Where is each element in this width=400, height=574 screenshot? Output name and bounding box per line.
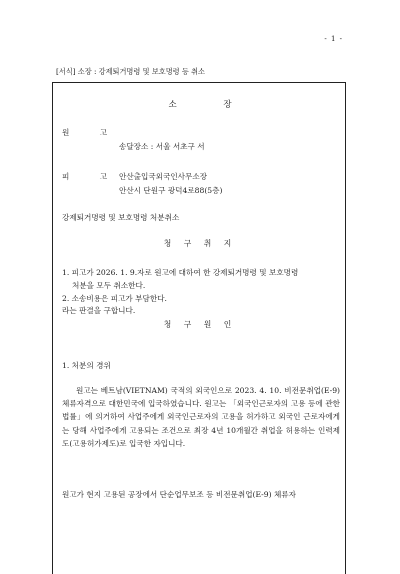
- defendant-name: 안산출입국외국인사무소장: [119, 172, 208, 181]
- claim-continuation: 처분을 모두 취소한다.: [72, 281, 146, 291]
- paragraph-text: 원고가 현지 고용된 공장에서 단순업무보조 등 비전문취업(E-9) 체류자: [62, 490, 296, 499]
- claim-item: [62, 292, 340, 305]
- case-name: 강제퇴거명령 및 보호명령 처분취소: [62, 213, 180, 222]
- paragraph-text: 원고는 베트남(VIETNAM) 국적의 외국인으로 2023. 4. 10. 비전문취업(E-9) 체류자격으로 대한민국에 입국하였습니다. 원고는 「외국인근로자의 고용 등에 관한 법률」에 의거하여 사업주에게 외국인근로자의 고용을 허가하고 외국인 근로자에게는 당해 사업주에게 고용되는 조건으로 최장 4년 10개월간 취업을 허용하는 인력제도(고용허가제도)로 입국한 자입니다.: [62, 386, 340, 448]
- defendant-address: 안산시 단원구 광덕4로88(5층): [119, 186, 223, 195]
- document-title: 소 장: [168, 100, 254, 110]
- defendant-label: 피 고: [62, 172, 122, 181]
- plaintiff-service-address: 송달장소 : 서울 서초구 서: [119, 142, 205, 151]
- subheading-process: 1. 처분의 경위: [62, 361, 111, 370]
- paragraph-employment: [62, 488, 340, 501]
- cause-heading: 청 구 원 인: [163, 320, 237, 329]
- claim-text: 피고가 2026. 1. 9.자로 원고에 대하여 한 강제퇴거명령 및 보호명령: [71, 268, 299, 277]
- claim-text: 소송비용은 피고가 부담한다.: [71, 294, 167, 303]
- page-number: - 1 -: [324, 35, 343, 43]
- claim-number: 2.: [62, 294, 70, 303]
- paragraph-background: [62, 384, 340, 450]
- plaintiff-label: 원 고: [62, 128, 122, 137]
- form-caption: [서식] 소장 : 강제퇴거명령 및 보호명령 등 취소: [56, 67, 206, 76]
- claim-number: 1.: [62, 268, 70, 277]
- closing-text: 라는 판결을 구합니다.: [62, 306, 136, 315]
- claim-item: [62, 266, 340, 292]
- claim-heading: 청 구 취 지: [163, 239, 237, 248]
